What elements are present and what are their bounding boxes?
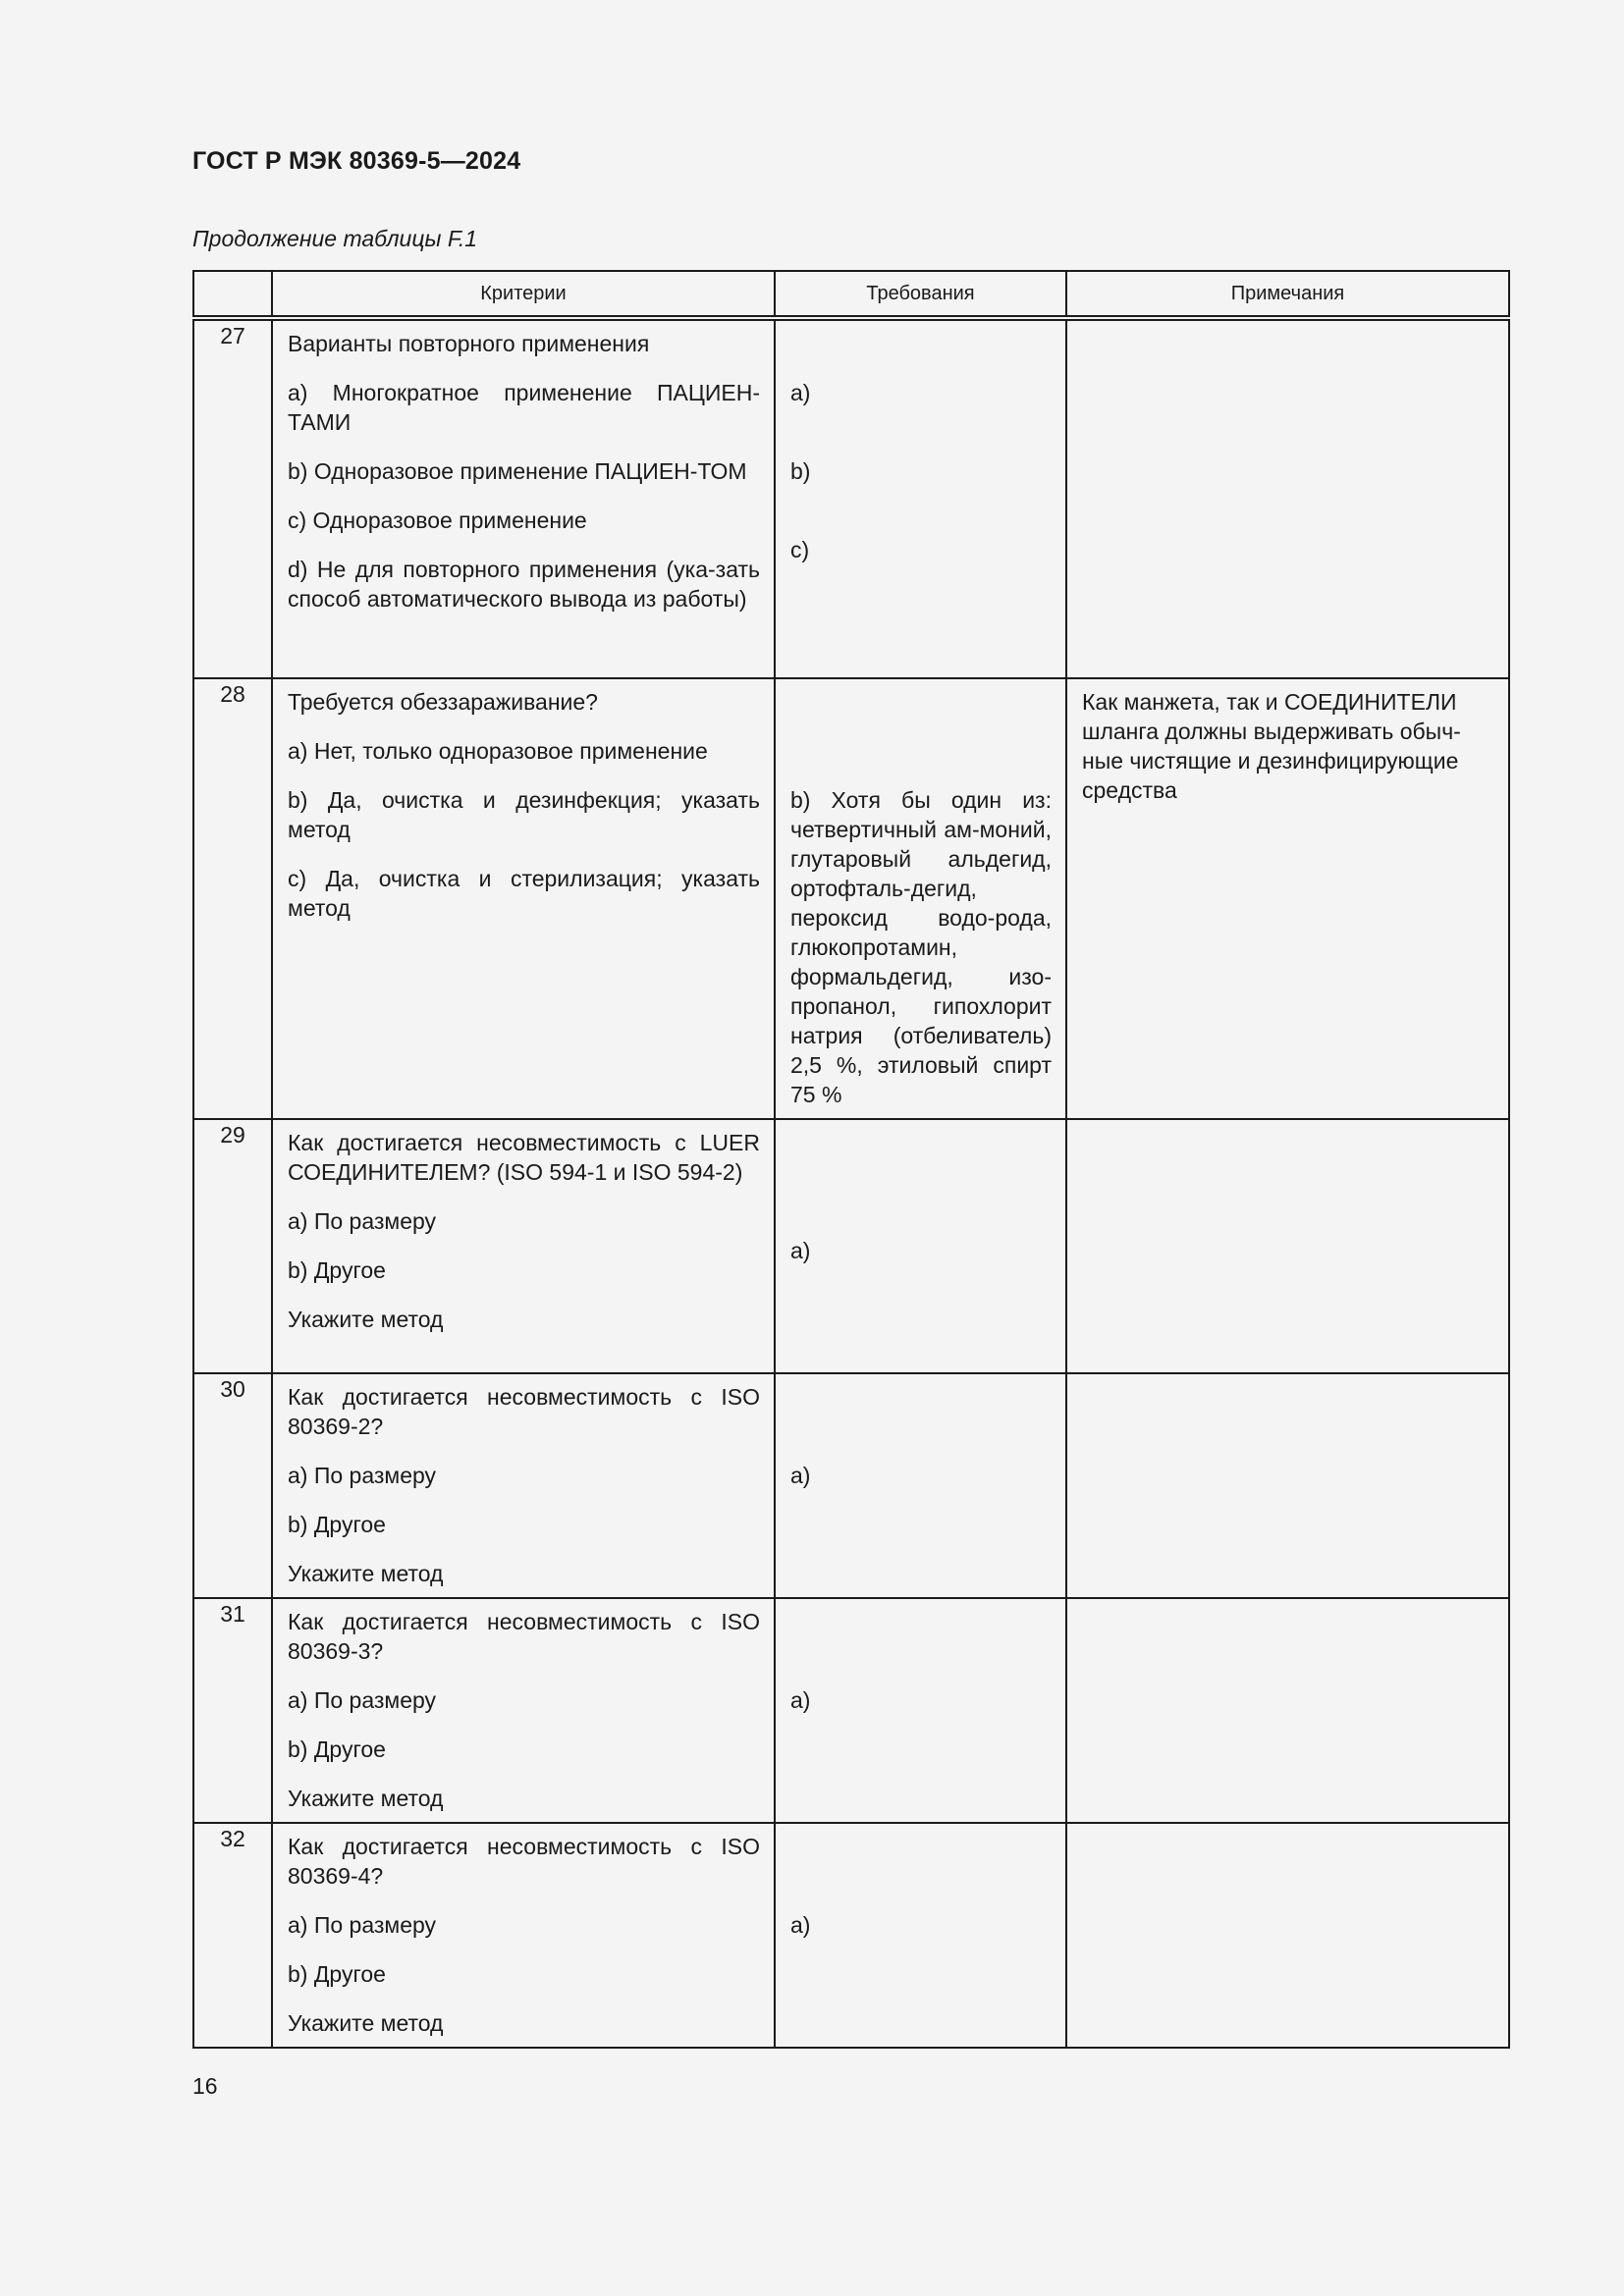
criteria-text: с) Одноразовое применение	[288, 507, 587, 533]
requirements-cell	[775, 1119, 1066, 1373]
row-number: 27	[193, 318, 272, 678]
criteria-cell	[272, 678, 775, 1119]
criteria-text: Укажите метод	[288, 1786, 444, 1811]
row-number: 29	[193, 1119, 272, 1373]
requirements-cell	[775, 1373, 1066, 1598]
criteria-text: Как достигается несовместимость с ISO 80369-4?	[288, 1834, 760, 1889]
column-header-notes: Примечания	[1066, 271, 1509, 318]
requirements-cell	[775, 1598, 1066, 1823]
notes-cell	[1066, 1119, 1509, 1373]
requirement-text: а)	[790, 1238, 811, 1263]
requirement-text: а)	[790, 380, 811, 405]
criteria-cell	[272, 1119, 775, 1373]
criteria-text: Как достигается несовместимость с ISO 80369-3?	[288, 1609, 760, 1664]
notes-cell	[1066, 1823, 1509, 2048]
table-row	[193, 1373, 1509, 1598]
table-row	[193, 1598, 1509, 1823]
criteria-cell	[272, 1598, 775, 1823]
requirement-text: с)	[790, 537, 810, 562]
requirement-text: b)	[790, 458, 811, 484]
criteria-text: b) Другое	[288, 1512, 386, 1537]
criteria-text: Укажите метод	[288, 2010, 444, 2036]
notes-cell	[1066, 678, 1509, 1119]
criteria-text: Укажите метод	[288, 1561, 444, 1586]
requirement-text: а)	[790, 1912, 811, 1938]
criteria-cell	[272, 1823, 775, 2048]
column-header-criteria: Критерии	[272, 271, 775, 318]
table-row	[193, 318, 1509, 678]
row-number: 28	[193, 678, 272, 1119]
row-number: 32	[193, 1823, 272, 2048]
notes-text: Как манжета, так и СОЕДИНИТЕЛИ шланга должны выдерживать обыч-ные чистящие и дезинфицирующие средства	[1082, 689, 1461, 803]
notes-cell	[1066, 1598, 1509, 1823]
criteria-text: Укажите метод	[288, 1307, 444, 1332]
criteria-text: а) По размеру	[288, 1208, 437, 1234]
criteria-text: а) Нет, только одноразовое применение	[288, 738, 708, 764]
row-number: 31	[193, 1598, 272, 1823]
table-header-row	[193, 271, 1509, 318]
requirement-text: а)	[790, 1687, 811, 1713]
criteria-text: Как достигается несовместимость с ISO 80369-2?	[288, 1384, 760, 1439]
criteria-text: b) Другое	[288, 1961, 386, 1987]
page-number: 16	[192, 2073, 218, 2099]
notes-cell	[1066, 1373, 1509, 1598]
criteria-text: с) Да, очистка и стерилизация; указать метод	[288, 866, 760, 921]
criteria-text: а) По размеру	[288, 1463, 437, 1488]
criteria-cell	[272, 318, 775, 678]
criteria-text: а) По размеру	[288, 1912, 437, 1938]
requirements-cell	[775, 678, 1066, 1119]
requirement-text: b) Хотя бы один из: четвертичный ам-моний, глутаровый альдегид, ортофталь-дегид, пероксид водо-рода, глюкопротамин, формальдегид, изо-пропанол, гипохлорит натрия (отбеливатель) 2,5 %, этиловый спирт 75 %	[790, 787, 1052, 1107]
table-row	[193, 1119, 1509, 1373]
criteria-text: b) Другое	[288, 1736, 386, 1762]
table-row	[193, 678, 1509, 1119]
table-row	[193, 1823, 1509, 2048]
table-caption: Продолжение таблицы F.1	[192, 226, 478, 251]
criteria-text: а) Многократное применение ПАЦИЕН-ТАМИ	[288, 380, 760, 435]
row-number: 30	[193, 1373, 272, 1598]
criteria-cell	[272, 1373, 775, 1598]
criteria-text: b) Да, очистка и дезинфекция; указать метод	[288, 787, 760, 842]
criteria-text: Варианты повторного применения	[288, 331, 650, 356]
document-header: ГОСТ Р МЭК 80369-5—2024	[192, 147, 521, 175]
column-header-requirements: Требования	[775, 271, 1066, 318]
requirement-text: а)	[790, 1463, 811, 1488]
criteria-table	[192, 270, 1510, 2049]
requirements-cell	[775, 1823, 1066, 2048]
criteria-text: Как достигается несовместимость с LUER СОЕДИНИТЕЛЕМ? (ISO 594-1 и ISO 594-2)	[288, 1130, 760, 1185]
column-header-number	[193, 271, 272, 318]
criteria-text: d) Не для повторного применения (ука-зать способ автоматического вывода из работы)	[288, 557, 760, 612]
criteria-text: а) По размеру	[288, 1687, 437, 1713]
criteria-text: b) Другое	[288, 1257, 386, 1283]
requirements-cell	[775, 318, 1066, 678]
criteria-text: b) Одноразовое применение ПАЦИЕН-ТОМ	[288, 458, 747, 484]
notes-cell	[1066, 318, 1509, 678]
criteria-text: Требуется обеззараживание?	[288, 689, 598, 715]
